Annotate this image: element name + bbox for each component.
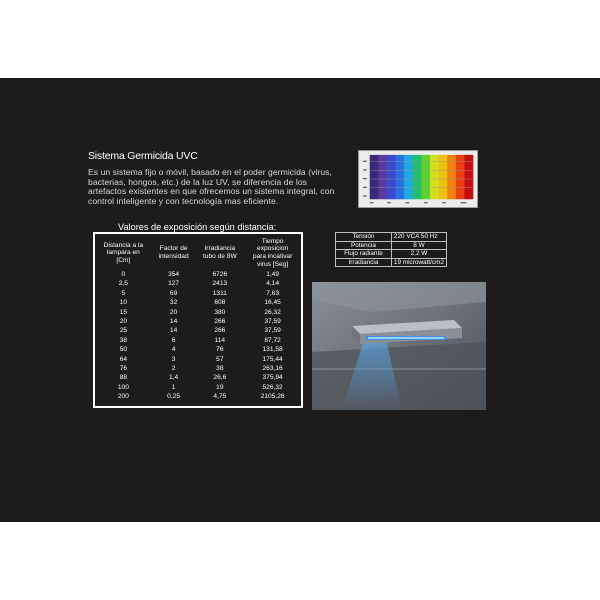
spec-label: Potencia <box>336 241 392 250</box>
table-cell: 1,49 <box>266 271 280 278</box>
spec-label: Tensión <box>336 233 392 242</box>
table-cell: 69 <box>169 289 178 297</box>
table-row <box>95 336 301 345</box>
table-cell: 88 <box>119 374 128 382</box>
spec-value: 19 microwatt/cm2 <box>391 258 446 267</box>
table-cell: 14 <box>169 327 178 335</box>
table-cell: 1 <box>171 383 176 391</box>
intro-line: Es un sistema fijo o móvil, basado en el poder germicida (virus, <box>88 167 332 177</box>
exposure-table <box>95 236 301 402</box>
table-cell: 87,72 <box>264 336 281 344</box>
table-cell: 266 <box>214 327 226 335</box>
table-row <box>95 298 301 307</box>
table-row <box>95 279 301 288</box>
table-cell: 10 <box>119 299 128 307</box>
table-cell: 380 <box>214 308 226 316</box>
table-cell: 0 <box>121 271 126 278</box>
table-row <box>336 258 447 267</box>
table-cell: 19 <box>216 383 224 391</box>
table-cell: 354 <box>168 271 180 278</box>
table-caption: Valores de exposición según distancia: <box>118 222 277 232</box>
table-cell: 375,94 <box>262 374 283 382</box>
table-cell: 26,32 <box>264 308 281 316</box>
table-row <box>95 289 301 298</box>
table-row <box>336 233 447 242</box>
table-cell: 0,25 <box>167 393 181 401</box>
table-row <box>95 317 301 326</box>
header-distance: Distancia a la lampara en [Cm] <box>103 241 144 264</box>
table-cell: 64 <box>119 355 128 363</box>
header-exposure-time: Tiempo exposicion para incativar virus [Seg] <box>252 237 293 268</box>
table-cell: 32 <box>169 299 178 307</box>
table-cell: 15 <box>119 308 128 316</box>
table-body <box>95 270 301 402</box>
table-row <box>95 355 301 364</box>
table-cell: 76 <box>216 346 224 354</box>
table-cell: 20 <box>169 308 178 316</box>
table-cell: 526,32 <box>262 383 283 391</box>
table-cell: 200 <box>117 393 129 401</box>
table-row <box>95 383 301 392</box>
table-row <box>95 345 301 354</box>
spec-label: Flujo radiante <box>336 250 392 259</box>
intro-line: control inteligente y con tecnología mas eficiente. <box>88 195 279 206</box>
table-cell: 20 <box>119 318 128 326</box>
spec-value: 8 W <box>391 241 446 250</box>
table-cell: 4,75 <box>213 393 227 401</box>
table-cell: 2 <box>171 365 176 373</box>
lamp-photo <box>312 282 486 410</box>
table-cell: 38 <box>119 336 128 344</box>
table-cell: 3 <box>171 355 176 363</box>
table-cell: 2105,26 <box>260 393 285 401</box>
table-cell: 127 <box>168 280 180 288</box>
spec-value: 220 VCA 50 Hz <box>391 233 446 242</box>
table-cell: 16,45 <box>264 299 281 307</box>
table-cell: 5 <box>121 289 126 297</box>
table-cell: 37,59 <box>264 318 281 326</box>
table-cell: 76 <box>119 365 128 373</box>
specs-table <box>335 232 447 267</box>
table-cell: 6 <box>171 336 176 344</box>
table-row <box>336 241 447 250</box>
table-cell: 6726 <box>212 271 228 278</box>
spectrum-image <box>358 150 478 208</box>
table-cell: 100 <box>117 383 129 391</box>
table-row <box>95 373 301 382</box>
intro-line: artefactos existentes en que ofrecemos un sistema integral, con <box>88 186 335 197</box>
table-row <box>95 308 301 317</box>
table-cell: 1,4 <box>169 374 179 382</box>
table-cell: 7,63 <box>266 289 280 297</box>
spec-label: Irradiancia <box>336 258 392 267</box>
table-cell: 38 <box>216 365 224 373</box>
intro-line: bacterias, hongos, etc.) de la luz UV, se diferencia de los <box>88 176 308 187</box>
table-cell: 131,58 <box>262 346 283 354</box>
table-cell: 263,16 <box>262 365 283 373</box>
table-cell: 2,5 <box>118 280 128 288</box>
table-cell: 25 <box>119 327 128 335</box>
table-cell: 14 <box>169 318 178 326</box>
table-cell: 4,14 <box>266 280 280 288</box>
exposure-table-frame <box>93 232 303 408</box>
table-cell: 114 <box>214 336 226 344</box>
table-cell: 4 <box>171 346 176 354</box>
table-row <box>95 326 301 335</box>
table-cell: 50 <box>119 346 128 354</box>
header-irradiance: Irradiancia tubo de 8W <box>202 245 237 260</box>
table-cell: 266 <box>214 318 226 326</box>
page-title: Sistema Germicida UVC <box>88 150 198 162</box>
header-factor: Factor de intensidad <box>158 245 189 260</box>
intro-paragraph <box>88 168 388 206</box>
table-cell: 1311 <box>212 289 227 297</box>
table-header-row <box>95 236 301 270</box>
table-cell: 608 <box>214 299 226 307</box>
table-cell: 26,6 <box>213 374 227 382</box>
spec-value: 2,2 W <box>391 250 446 259</box>
table-row <box>95 392 301 401</box>
table-cell: 37,59 <box>264 327 281 335</box>
table-row <box>95 270 301 279</box>
table-cell: 175,44 <box>262 355 283 363</box>
table-cell: 2413 <box>212 280 228 288</box>
table-row <box>336 250 447 259</box>
table-row <box>95 364 301 373</box>
table-cell: 57 <box>216 355 224 363</box>
